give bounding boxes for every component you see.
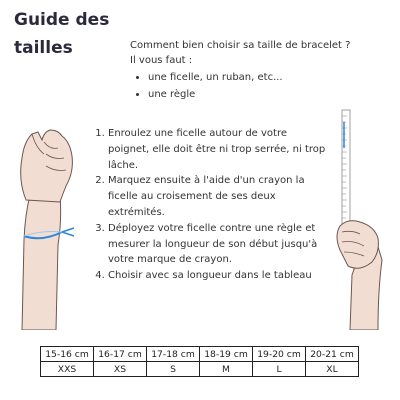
needs-item: • une ficelle, un ruban, etc... [148,70,392,85]
title-line-1: Guide des [14,10,110,30]
size-label-cell: XL [306,362,359,377]
instructions-list [97,126,328,284]
size-table [40,346,359,377]
hand-holding-ruler-icon [320,100,400,330]
size-range-cell: 15-16 cm [41,347,94,362]
size-range-cell: 18-19 cm [200,347,253,362]
size-label-cell: XS [94,362,147,377]
size-label-cell: M [200,362,253,377]
page-title [14,6,124,62]
size-label-cell: XXS [41,362,94,377]
size-range-cell: 19-20 cm [253,347,306,362]
size-range-cell: 20-21 cm [306,347,359,362]
size-range-cell: 16-17 cm [94,347,147,362]
instruction-step: 3. Déployez votre ficelle contre une règle et mesurer la longueur de son début jusqu'à votre marque de crayon. [108,221,328,268]
size-label-row [41,362,359,377]
intro-section [130,38,392,104]
size-range-cell: 17-18 cm [147,347,200,362]
wrist-with-string-icon [0,120,95,330]
title-line-2: tailles [14,38,73,58]
intro-needs-label: Il vous faut : [130,55,193,66]
instruction-step: 1. Enroulez une ficelle autour de votre poignet, elle doit être ni trop serrée, ni trop lâche. [108,126,328,173]
size-range-row [41,347,359,362]
needs-list [130,70,392,102]
needs-item: • une règle [148,87,392,102]
intro-question: Comment bien choisir sa taille de bracelet ? [130,40,351,51]
instruction-step: 2. Marquez ensuite à l'aide d'un crayon la ficelle au croisement de ses deux extrémités. [108,173,328,220]
instruction-step: 4. Choisir avec sa longueur dans le tableau [108,268,328,284]
size-label-cell: L [253,362,306,377]
size-label-cell: S [147,362,200,377]
